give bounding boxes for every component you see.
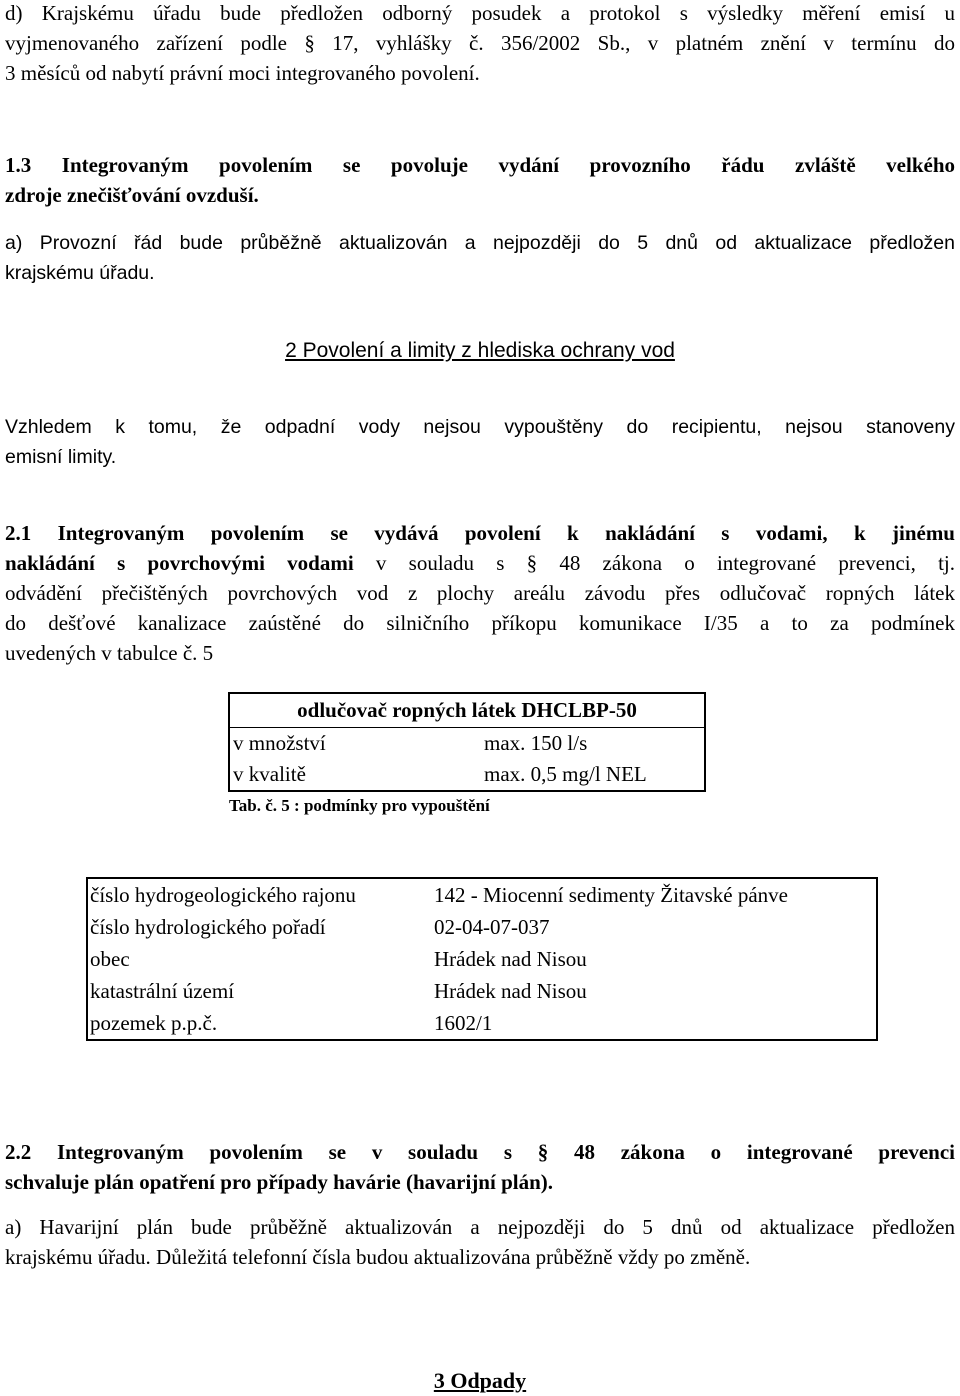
text-line: zdroje znečišťování ovzduší. xyxy=(5,183,259,207)
table-cell-label: v množství xyxy=(233,731,326,755)
text-line: uvedených v tabulce č. 5 xyxy=(5,641,214,665)
text-line: vyjmenovaného zařízení podle § 17, vyhlášky č. 356/2002 Sb., v platném znění v termínu do xyxy=(5,31,955,55)
table-cell-value: 1602/1 xyxy=(434,1011,493,1035)
table-row xyxy=(88,975,876,1007)
text-line: d) Krajskému úřadu bude předložen odborný posudek a protokol s výsledky měření emisí u xyxy=(5,1,955,25)
text-line: 3 měsíců od nabytí právní moci integrovaného povolení. xyxy=(5,61,480,85)
table-cell-label: katastrální území xyxy=(90,979,235,1003)
table-row xyxy=(88,911,876,943)
table-row xyxy=(88,943,876,975)
section-2-2-a xyxy=(5,1212,955,1272)
heading-section-2: 2 Povolení a limity z hlediska ochrany vod xyxy=(285,339,675,362)
section-1-3-a xyxy=(5,228,955,288)
table-cell-value: max. 150 l/s xyxy=(484,731,588,755)
text-line: 1.3 Integrovaným povolením se povoluje vydání provozního řádu zvláště velkého xyxy=(5,153,955,177)
text-line: krajskému úřadu. xyxy=(5,262,155,284)
bold-phrase: nakládání s povrchovými vodami xyxy=(5,551,354,575)
table-cell-value: 142 - Miocenní sedimenty Žitavské pánve xyxy=(434,883,788,907)
table-5 xyxy=(228,692,706,792)
table-cell-label: číslo hydrogeologického rajonu xyxy=(90,883,356,907)
text-line: 2.1 Integrovaným povolením se vydává povolení k nakládání s vodami, k jinému xyxy=(5,521,955,545)
table-cell-value: Hrádek nad Nisou xyxy=(434,947,587,971)
table-row xyxy=(230,728,704,759)
text-line: emisní limity. xyxy=(5,446,117,468)
text-line xyxy=(5,548,955,578)
table-cell-label: číslo hydrologického pořadí xyxy=(90,915,326,939)
text-line: Vzhledem k tomu, že odpadní vody nejsou vypouštěny do recipientu, nejsou stanoveny xyxy=(5,416,955,438)
text-line: 2.2 Integrovaným povolením se v souladu s § 48 zákona o integrované prevenci xyxy=(5,1140,955,1164)
table-row xyxy=(88,1007,876,1039)
table-cell-label: pozemek p.p.č. xyxy=(90,1011,218,1035)
text-line: a) Havarijní plán bude průběžně aktualizován a nejpozději do 5 dnů od aktualizace předložen xyxy=(5,1215,955,1239)
section-1-3 xyxy=(5,150,955,210)
table-cell-value: 02-04-07-037 xyxy=(434,915,550,939)
table-cell-label: v kvalitě xyxy=(233,762,306,786)
text-line: odvádění přečištěných povrchových vod z plochy areálu závodu přes odlučovač ropných látek xyxy=(5,581,955,605)
section-2-1 xyxy=(5,518,955,668)
location-table xyxy=(86,877,878,1041)
text-line: a) Provozní řád bude průběžně aktualizován a nejpozději do 5 dnů od aktualizace předložen xyxy=(5,232,955,254)
text-line: do dešťové kanalizace zaústěné do silničního příkopu komunikace I/35 a to za podmínek xyxy=(5,611,955,635)
table-5-caption: Tab. č. 5 : podmínky pro vypouštění xyxy=(229,796,490,815)
table-cell-value: Hrádek nad Nisou xyxy=(434,979,587,1003)
paragraph-d xyxy=(5,0,955,88)
table-cell-value: max. 0,5 mg/l NEL xyxy=(484,762,647,786)
table-5-title: odlučovač ropných látek DHCLBP-50 xyxy=(230,694,704,728)
section-2-2 xyxy=(5,1137,955,1197)
table-row xyxy=(88,879,876,911)
text-line: krajskému úřadu. Důležitá telefonní čísla budou aktualizována průběžně vždy po změně. xyxy=(5,1245,751,1269)
heading-section-3: 3 Odpady xyxy=(433,1368,527,1393)
table-cell-label: obec xyxy=(90,947,130,971)
text-run: v souladu s § 48 zákona o integrované prevenci, tj. xyxy=(353,551,956,575)
text-line: schvaluje plán opatření pro případy havárie (havarijní plán). xyxy=(5,1170,554,1194)
paragraph-vzhledem xyxy=(5,412,955,472)
table-row xyxy=(230,759,704,792)
